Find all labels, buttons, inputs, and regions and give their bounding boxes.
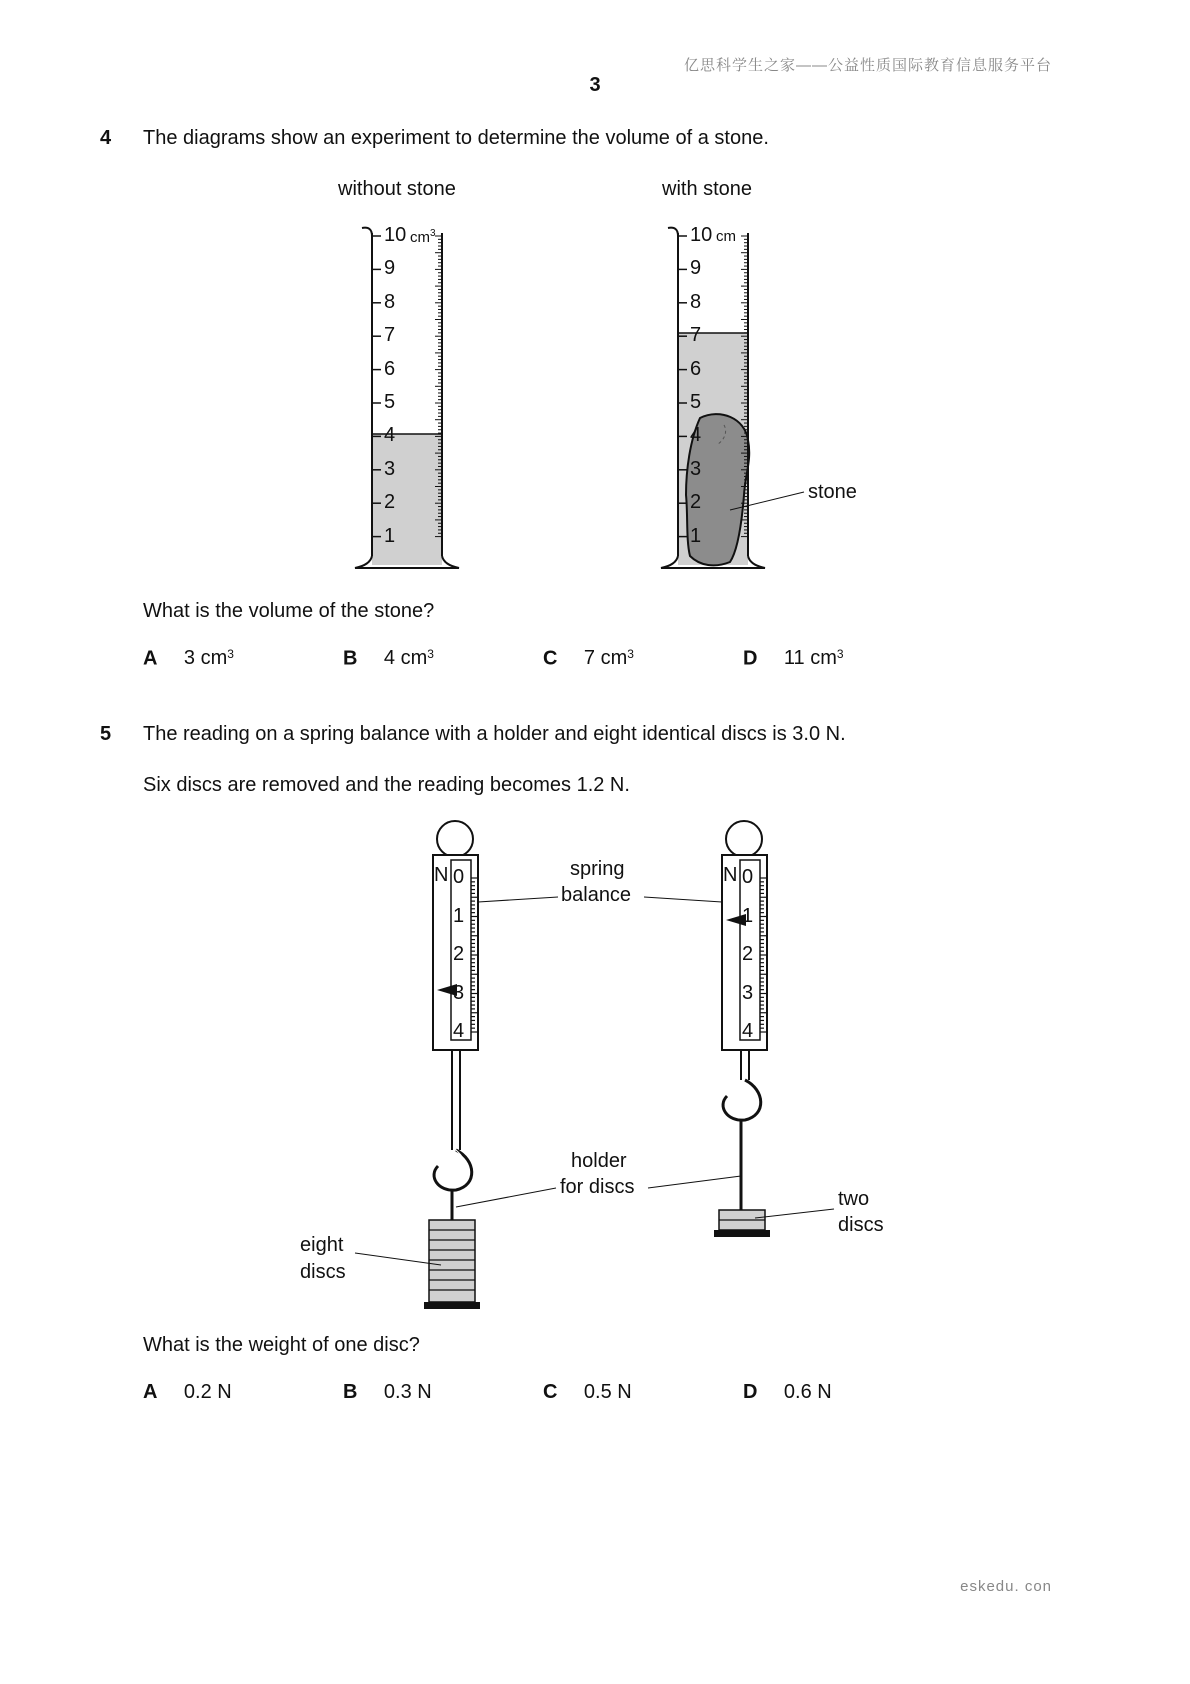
q4-option-c-sup: 3	[627, 647, 634, 661]
right-cylinder-scale-label: 4	[690, 424, 702, 447]
q4-option-c-value: 7 cm	[583, 647, 628, 670]
q5-option-d-value: 0.6 N	[783, 1381, 832, 1403]
left-cylinder-scale-label: 5	[384, 391, 396, 413]
question-5-number: 5	[100, 723, 112, 745]
right-balance-scale-label: 0	[742, 866, 754, 888]
question-5-stem-2: Six discs are removed and the reading becomes 1.2 N.	[143, 774, 630, 796]
q4-option-d-value: 11 cm	[783, 647, 837, 670]
q4-option-b-value: 4 cm	[383, 647, 428, 670]
right-cylinder-scale-label: 5	[690, 391, 702, 413]
q5-option-b-value: 0.3 N	[383, 1381, 432, 1403]
left-cylinder-scale-label: 6	[384, 357, 396, 380]
header-note: 亿思科学生之家——公益性质国际教育信息服务平台	[683, 57, 1052, 74]
right-cylinder-scale-label: 10	[690, 224, 713, 246]
right-cylinder-scale-label: 9	[690, 257, 702, 280]
left-balance-scale-label: 3	[453, 981, 465, 1004]
q4-option-b-letter: B	[343, 647, 358, 670]
unit-left-sup: 3	[430, 228, 436, 239]
unit-n-right: N	[723, 864, 738, 886]
spring-balance-left	[424, 821, 480, 1309]
left-cylinder-scale-label: 2	[384, 491, 396, 514]
q5-option-a-value: 0.2 N	[183, 1381, 232, 1403]
label-two-discs: discs	[838, 1214, 884, 1236]
label-spring: spring	[570, 858, 625, 880]
page-number: 3	[589, 74, 601, 96]
left-cylinder-scale-label: 4	[384, 424, 396, 447]
right-cylinder-scale-label: 2	[690, 491, 702, 514]
question-5-question: What is the weight of one disc?	[143, 1334, 420, 1356]
left-cylinder-scale-label: 7	[384, 324, 396, 347]
right-balance-scale-label: 1	[742, 904, 754, 927]
q5-option-b-letter: B	[343, 1381, 358, 1403]
left-cylinder-scale-label: 10	[384, 224, 407, 246]
label-balance: balance	[561, 884, 632, 906]
right-balance-scale-label: 3	[742, 981, 754, 1004]
question-5-stem-1: The reading on a spring balance with a holder and eight identical discs is 3.0 N.	[143, 723, 846, 745]
right-cylinder-scale-label: 3	[690, 457, 702, 480]
question-4-number: 4	[100, 127, 112, 149]
label-eight: eight	[300, 1234, 344, 1256]
q4-option-a-value: 3 cm	[183, 647, 228, 670]
right-cylinder-scale-label: 7	[690, 324, 702, 347]
right-cylinder-scale-label: 1	[690, 524, 702, 547]
q4-option-b-sup: 3	[427, 647, 434, 661]
left-cylinder-scale-label: 3	[384, 457, 396, 480]
q5-option-a-letter: A	[143, 1381, 158, 1403]
right-cylinder-scale-label: 8	[690, 290, 702, 313]
question-4-stem: The diagrams show an experiment to determine the volume of a stone.	[143, 127, 769, 149]
q5-option-d-letter: D	[743, 1381, 758, 1403]
label-without-stone: without stone	[338, 178, 456, 200]
right-balance-scale-label: 4	[742, 1020, 754, 1042]
q5-option-c-letter: C	[543, 1381, 558, 1403]
left-balance-scale-label: 0	[453, 866, 465, 888]
label-stone: stone	[808, 481, 857, 503]
q5-option-c-value: 0.5 N	[583, 1381, 632, 1403]
q5-option-b[interactable]	[343, 1381, 432, 1404]
unit-right: cm	[716, 228, 736, 245]
label-holder: holder	[571, 1150, 627, 1172]
q4-option-d-sup: 3	[836, 647, 844, 661]
label-for-discs: for discs	[560, 1176, 635, 1198]
left-balance-scale-label: 1	[453, 904, 465, 927]
footer-site: eskedu. con	[960, 1578, 1052, 1595]
q5-option-a[interactable]	[143, 1381, 232, 1404]
left-cylinder-scale-label: 9	[384, 257, 396, 280]
label-two: two	[838, 1188, 870, 1210]
q4-option-d-letter: D	[743, 647, 758, 670]
left-balance-scale-label: 2	[453, 943, 465, 965]
right-cylinder-scale-label: 6	[690, 357, 702, 380]
q5-option-d[interactable]	[743, 1381, 832, 1404]
question-4-question: What is the volume of the stone?	[143, 600, 435, 622]
q5-option-c[interactable]	[543, 1381, 632, 1404]
q4-option-a-sup: 3	[227, 647, 234, 661]
left-cylinder-scale-label: 1	[384, 524, 396, 547]
left-balance-scale-label: 4	[453, 1020, 465, 1042]
unit-n-left: N	[434, 864, 449, 886]
q4-option-c-letter: C	[543, 647, 558, 670]
q4-option-a-letter: A	[143, 647, 158, 670]
label-with-stone: with stone	[662, 178, 753, 200]
left-cylinder-scale-label: 8	[384, 290, 396, 313]
label-eight-discs: discs	[300, 1261, 346, 1283]
unit-left-text: cm	[410, 229, 430, 246]
right-balance-scale-label: 2	[742, 943, 754, 965]
